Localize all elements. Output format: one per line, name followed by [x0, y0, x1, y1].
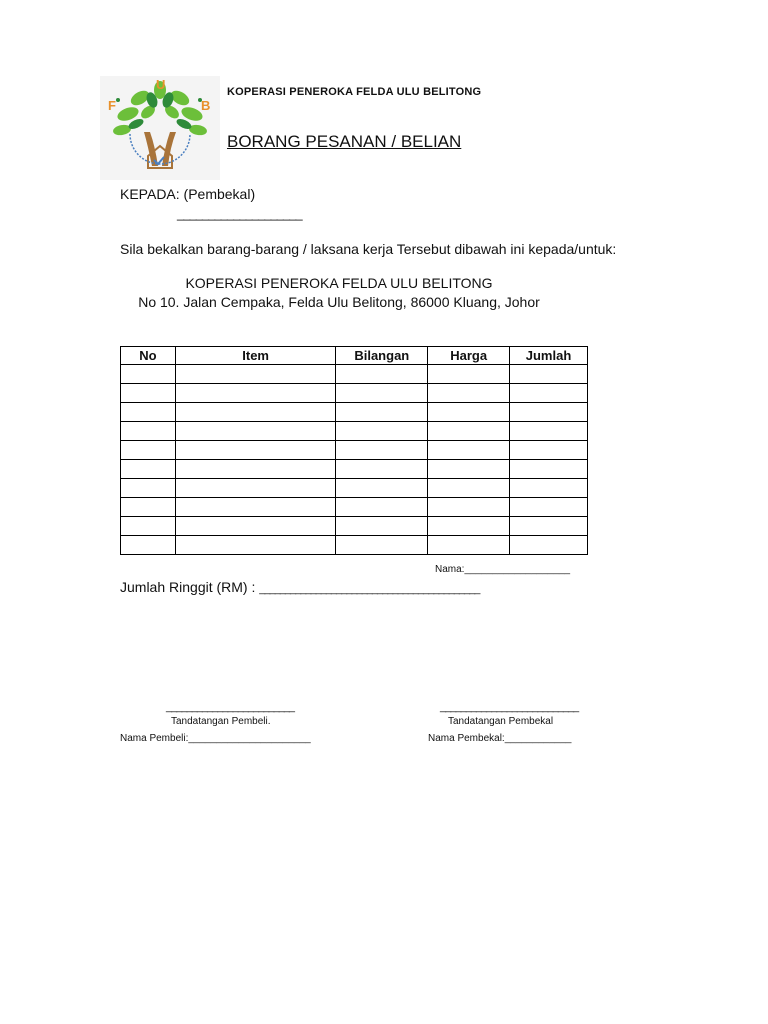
table-cell: [336, 498, 428, 517]
order-items-table: [120, 346, 588, 555]
table-cell: [510, 517, 588, 536]
table-cell: [428, 517, 510, 536]
table-cell: [121, 517, 176, 536]
table-cell: [175, 479, 336, 498]
nama-field-right: Nama:___________________: [435, 564, 571, 575]
logo-letter-b: B: [201, 98, 211, 113]
total-amount-blank: ___________________________________________: [259, 583, 480, 595]
table-cell: [336, 403, 428, 422]
table-row: [121, 479, 588, 498]
table-cell: [175, 536, 336, 555]
table-cell: [175, 403, 336, 422]
buyer-signature-label: Tandatangan Pembeli.: [171, 716, 271, 727]
table-cell: [510, 536, 588, 555]
table-cell: [121, 365, 176, 384]
table-cell: [175, 365, 336, 384]
supplier-name-field: Nama Pembekal:____________: [428, 733, 572, 744]
table-cell: [121, 403, 176, 422]
table-cell: [336, 422, 428, 441]
table-row: [121, 384, 588, 403]
table-cell: [175, 517, 336, 536]
table-cell: [121, 536, 176, 555]
table-row: [121, 536, 588, 555]
instruction-text: Sila bekalkan barang-barang / laksana kerja Tersebut dibawah ini kepada/untuk:: [120, 241, 617, 257]
column-header-bilangan: Bilangan: [336, 347, 428, 365]
table-header-row: [121, 347, 588, 365]
form-title: BORANG PESANAN / BELIAN: [227, 132, 462, 151]
table-cell: [121, 384, 176, 403]
table-cell: [336, 479, 428, 498]
table-cell: [428, 365, 510, 384]
table-cell: [175, 441, 336, 460]
table-cell: [121, 498, 176, 517]
table-cell: [510, 403, 588, 422]
recipient-label: KEPADA: (Pembekal): [120, 186, 256, 202]
column-header-no: No: [121, 347, 176, 365]
table-cell: [336, 365, 428, 384]
column-header-item: Item: [175, 347, 336, 365]
table-cell: [510, 441, 588, 460]
table-cell: [175, 460, 336, 479]
table-cell: [510, 479, 588, 498]
buyer-signature-line: _________________________: [166, 701, 294, 713]
table-cell: [428, 441, 510, 460]
table-cell: [510, 498, 588, 517]
table-cell: [428, 479, 510, 498]
buyer-name-field: Nama Pembeli:______________________: [120, 733, 311, 744]
table-cell: [428, 498, 510, 517]
table-cell: [121, 479, 176, 498]
address-line: No 10. Jalan Cempaka, Felda Ulu Belitong, 86000 Kluang, Johor: [138, 294, 540, 310]
table-cell: [428, 460, 510, 479]
table-cell: [428, 403, 510, 422]
table-cell: [336, 460, 428, 479]
column-header-harga: Harga: [428, 347, 510, 365]
table-cell: [175, 498, 336, 517]
address-name: KOPERASI PENEROKA FELDA ULU BELITONG: [185, 275, 493, 291]
table-cell: [336, 384, 428, 403]
total-amount-field: [120, 579, 479, 595]
table-cell: [428, 536, 510, 555]
table-cell: [428, 422, 510, 441]
supplier-signature-label: Tandatangan Pembekal: [448, 716, 554, 727]
table-row: [121, 422, 588, 441]
table-row: [121, 365, 588, 384]
organization-title: KOPERASI PENEROKA FELDA ULU BELITONG: [227, 86, 482, 98]
recipient-blank-line: ____________________: [177, 206, 302, 221]
table-cell: [121, 460, 176, 479]
table-cell: [175, 422, 336, 441]
supplier-signature-line: ___________________________: [440, 701, 579, 713]
table-cell: [510, 460, 588, 479]
logo-letter-u: U: [156, 77, 166, 92]
table-cell: [428, 384, 510, 403]
table-row: [121, 498, 588, 517]
table-cell: [510, 365, 588, 384]
table-cell: [336, 517, 428, 536]
table-row: [121, 460, 588, 479]
logo-letter-f: F: [108, 98, 116, 113]
table-row: [121, 441, 588, 460]
table-cell: [121, 441, 176, 460]
table-row: [121, 517, 588, 536]
table-cell: [336, 536, 428, 555]
table-cell: [510, 384, 588, 403]
column-header-jumlah: Jumlah: [510, 347, 588, 365]
table-cell: [175, 384, 336, 403]
table-row: [121, 403, 588, 422]
table-cell: [121, 422, 176, 441]
table-cell: [510, 422, 588, 441]
table-cell: [336, 441, 428, 460]
total-amount-label: Jumlah Ringgit (RM) :: [120, 579, 260, 595]
